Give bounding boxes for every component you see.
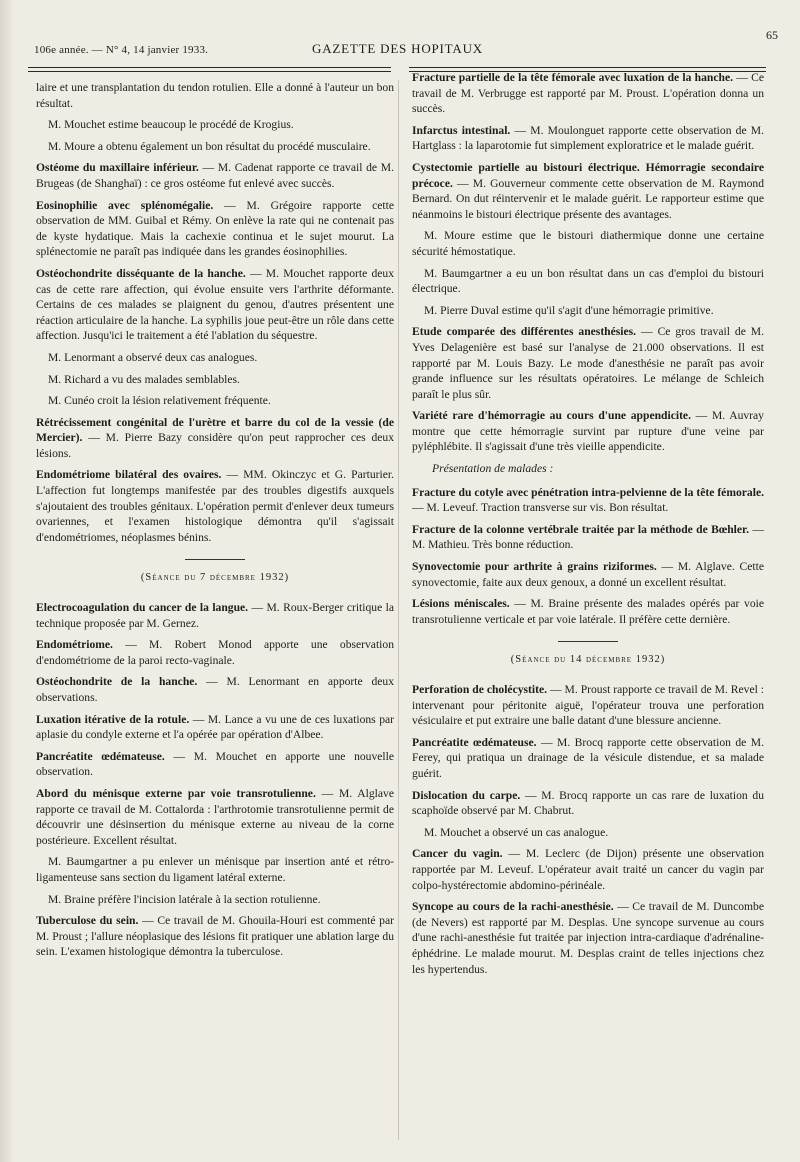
article-text: — M. Leclerc (de Dijon) présente une observation rapportée par M. Leveuf. L'opérateur avait traité un cancer du vagin par colpo-hystérectomie abdomino-périnéale. [412,847,764,892]
article-title: Tuberculose du sein. [36,914,139,928]
discussion-paragraph [36,393,394,409]
discussion-paragraph [36,372,394,388]
article-paragraph [36,600,394,631]
article-paragraph [36,913,394,960]
article-text: — M. Moulonguet rapporte cette observation de M. Hartglass : la laparotomie fut simplement exploratrice et le malade guérit. [412,123,764,153]
article-text: — M. Mouchet rapporte deux cas de cette rare affection, qui évolue ensuite vers l'arthrite déformante. Certains de ces malades se plaignent du genou, d'autres présentent une réaction articulaire de la hanche. La syphilis joue peut-être un rôle dans cette affection. Jusqu'ici le traitement a été l'ablation du séquestre. [36,266,394,343]
article-title: Ostéome du maxillaire inférieur. [36,161,199,175]
page-header [0,0,800,72]
left-column [36,80,394,966]
article-text: — M. Roux-Berger critique la technique proposée par M. Gernez. [36,601,394,630]
discussion-paragraph [36,80,394,111]
article-title: Rétrécissement congénital de l'urètre et barre du col de la vessie (de Mercier). [36,415,394,445]
right-column [412,70,764,983]
article-title: Variété rare d'hémorragie au cours d'une appendicite. [412,409,691,423]
article-paragraph [412,485,764,516]
article-title: Lésions méniscales. [412,597,510,611]
discussion-paragraph [36,139,394,155]
article-paragraph [412,559,764,590]
article-paragraph [36,467,394,545]
article-title: Fracture partielle de la tête fémorale avec luxation de la hanche. [412,71,734,84]
article-text: M. Baumgartner a pu enlever un ménisque par insertion anté et rétro-ligamenteuse sans section du ligament latéral externe. [36,855,394,884]
article-title: Endométriome bilatéral des ovaires. [36,468,222,482]
article-paragraph [412,788,764,819]
article-paragraph [412,899,764,977]
article-text: M. Moure estime que le bistouri diathermique donne une certaine sécurité hémostatique. [412,229,764,258]
discussion-paragraph [36,350,394,366]
session-date: (Séance du 14 décembre 1932) [510,654,666,666]
article-text: — M. Cadenat rapporte ce travail de M. Brugeas (de Shanghaï) : ce gros ostéome fut enlevé avec succès. [36,161,394,190]
article-title: Eosinophilie avec splénomégalie. [36,198,214,212]
article-title: Luxation itérative de la rotule. [36,712,190,726]
article-paragraph [412,70,764,117]
article-text: — Ce travail de M. Duncombe (de Nevers) est rapporté par M. Desplas. Une syncope survenue au cours d'une rachi-anesthésie fut traitée par injection intra-cardiaque d'adrénaline-éphédrine. Le malade mourut. M. Desplas craint de telles injections chez les hypertendus. [412,900,764,976]
discussion-paragraph [36,117,394,133]
article-paragraph [412,846,764,893]
discussion-paragraph [412,266,764,297]
article-title: Fracture de la colonne vertébrale traitée par la méthode de Bœhler. [412,522,750,536]
article-paragraph [412,123,764,154]
article-text: — M. Pierre Bazy considère qu'on peut rapprocher ces deux lésions. [36,431,394,460]
article-text: — M. Mouchet en apporte une nouvelle observation. [36,749,395,779]
article-text: — M. Leveuf. Traction transverse sur vis. Bon résultat. [412,501,669,515]
article-text: M. Baumgartner a eu un bon résultat dans un cas d'emploi du bistouri électrique. [412,266,764,296]
article-text: — Ce travail de M. Ghouila-Houri est commenté par M. Proust ; l'allure néoplasique des lésions fit pratiquer une ablation large du sein. L'examen histologique démontra la tuberculose. [36,914,394,959]
session-rule [185,559,245,560]
article-text: M. Mouchet estime beaucoup le procédé de Krogius. [48,118,294,132]
journal-title: GAZETTE DES HOPITAUX [312,41,483,56]
article-text: — M. Gouverneur commente cette observation de M. Raymond Bernard. On dut réintervenir et le malade guérit. Le rapporteur estime que néanmoins le bistouri électrique présente des avantages. [412,176,764,221]
column-gutter [398,80,399,1140]
session-heading [412,641,764,668]
session-date: (Séance du 7 décembre 1932) [140,572,290,584]
article-text: — M. Lance a vu une de ces luxations par aplasie du condyle externe et l'a opérée par opération d'Albee. [36,712,395,742]
article-paragraph [412,324,764,402]
presentation-heading: Présentation de malades : [432,462,554,476]
article-paragraph [412,682,764,729]
article-title: Pancréatite œdémateuse. [36,749,165,763]
article-text: laire et une transplantation du tendon rotulien. Elle a donné à l'auteur un bon résultat. [36,81,394,110]
article-paragraph [36,266,394,344]
article-paragraph [36,198,394,260]
article-title: Infarctus intestinal. [412,123,511,137]
article-text: — M. Proust rapporte ce travail de M. Revel : intervenant pour péritonite aiguë, l'opérateur trouva une perforation vésiculaire et put extraire une balle datant d'une blessure ancienne. [412,683,764,728]
article-text: — M. Brocq rapporte cette observation de M. Ferey, qui pratiqua un drainage de la vésicule distendue, et sa malade guérit. [412,735,764,780]
article-paragraph [412,596,764,627]
article-title: Cystectomie partielle au bistouri électrique. Hémorragie secondaire précoce. [412,160,764,190]
article-paragraph [36,749,394,780]
article-text: M. Mouchet a observé un cas analogue. [424,825,609,839]
article-paragraph [412,160,764,222]
article-title: Etude comparée des différentes anesthésies. [412,325,637,339]
session-rule [558,641,618,642]
article-text: — M. Alglave. Cette synovectomie, faite aux deux genoux, a donné un excellent résultat. [412,560,764,589]
article-title: Dislocation du carpe. [412,788,521,802]
article-paragraph [412,735,764,782]
article-text: M. Lenormant a observé deux cas analogues. [48,350,258,364]
page-number: 65 [766,28,778,42]
discussion-paragraph [412,228,764,259]
article-text: M. Moure a obtenu également un bon résultat du procédé musculaire. [48,139,371,153]
page-fold-shadow [0,0,14,1162]
article-text: M. Braine préfère l'incision latérale à la section rotulienne. [48,892,321,906]
article-title: Cancer du vagin. [412,847,503,861]
article-text: — MM. Okinczyc et G. Parturier. L'affection fut longtemps manifestée par des troubles digestifs auxquels s'ajoutaient des troubles génitaux. L'opération permit d'enlever deux tumeurs ovariennes, et l'examen histologique démontra qu'il s'agissait d'endométriomes, néoplasmes bénins. [36,468,394,544]
article-paragraph [36,415,394,462]
article-title: Pancréatite œdémateuse. [412,735,537,749]
article-title: Fracture du cotyle avec pénétration intra-pelvienne de la tête fémorale. [412,485,764,499]
article-text: — M. Alglave rapporte ce travail de M. Cottalorda : l'arthrotomie transrotulienne permit de découvrir une désinsertion du ménisque externe au niveau de la corne postérieure. Excellent résultat. [36,786,394,847]
article-text: — M. Braine présente des malades opérés par voie transrotulienne verticale et par voie latérale. Il préfère cette dernière. [412,597,764,626]
article-paragraph [36,160,394,191]
article-title: Perforation de cholécystite. [412,683,548,696]
article-text: M. Cunéo croit la lésion relativement fréquente. [48,394,271,408]
article-paragraph [412,408,764,455]
article-title: Endométriome. [36,638,113,652]
article-paragraph [36,674,394,705]
session-heading [36,559,394,586]
article-title: Synovectomie pour arthrite à grains riziformes. [412,560,657,574]
article-paragraph [36,786,394,848]
article-paragraph [36,712,394,743]
article-text: — M. Grégoire rapporte cette observation de MM. Guibal et Rémy. On enlève la rate qui ne contenait pas de kyste hydatique. Mais la cachexie continua et le sujet mourut. La splénectomie ne paraît pas indiquée dans les grandes éosinophilies. [36,198,394,259]
article-text: M. Richard a vu des malades semblables. [48,372,240,386]
article-title: Ostéochondrite disséquante de la hanche. [36,266,246,280]
article-text: — M. Robert Monod apporte une observation d'endométriome de la paroi recto-vaginale. [36,638,394,667]
article-text: — M. Brocq rapporte un cas rare de luxation du scaphoïde observé par M. Chabrut. [412,788,764,818]
article-paragraph [36,637,394,668]
article-text: — Ce travail de M. Verbrugge est rapporté par M. Proust. L'opération donna un succès. [412,71,764,116]
header-rule-left [28,67,391,72]
discussion-paragraph [36,854,394,885]
article-text: — M. Auvray montre que cette hémorragie survint par rupture d'une veine par pyléphlébite. Il s'agissait d'une très vieille appendicite. [412,409,764,454]
article-title: Electrocoagulation du cancer de la langue. [36,601,249,615]
article-title: Abord du ménisque externe par voie transrotulienne. [36,786,316,800]
discussion-paragraph [412,825,764,841]
article-text: — Ce gros travail de M. Yves Delagenière est basé sur l'analyse de 21.000 observations. Il est rapporté par M. Louis Bazy. Le mode d'anesthésie ne paraît pas avoir grande influence sur les résultats opératoires. Le mélange de Schleich paraît le plus sûr. [412,325,764,401]
issue-info: 106e année. — N° 4, 14 janvier 1933. [34,44,209,56]
article-title: Syncope au cours de la rachi-anesthésie. [412,900,614,914]
article-text: M. Pierre Duval estime qu'il s'agit d'une hémorragie primitive. [424,303,714,317]
article-text: — M. Lenormant en apporte deux observations. [36,675,394,704]
article-title: Ostéochondrite de la hanche. [36,675,198,689]
article-text: — M. Mathieu. Très bonne réduction. [412,522,764,552]
article-paragraph [412,522,764,553]
discussion-paragraph [36,892,394,908]
discussion-paragraph [412,303,764,319]
